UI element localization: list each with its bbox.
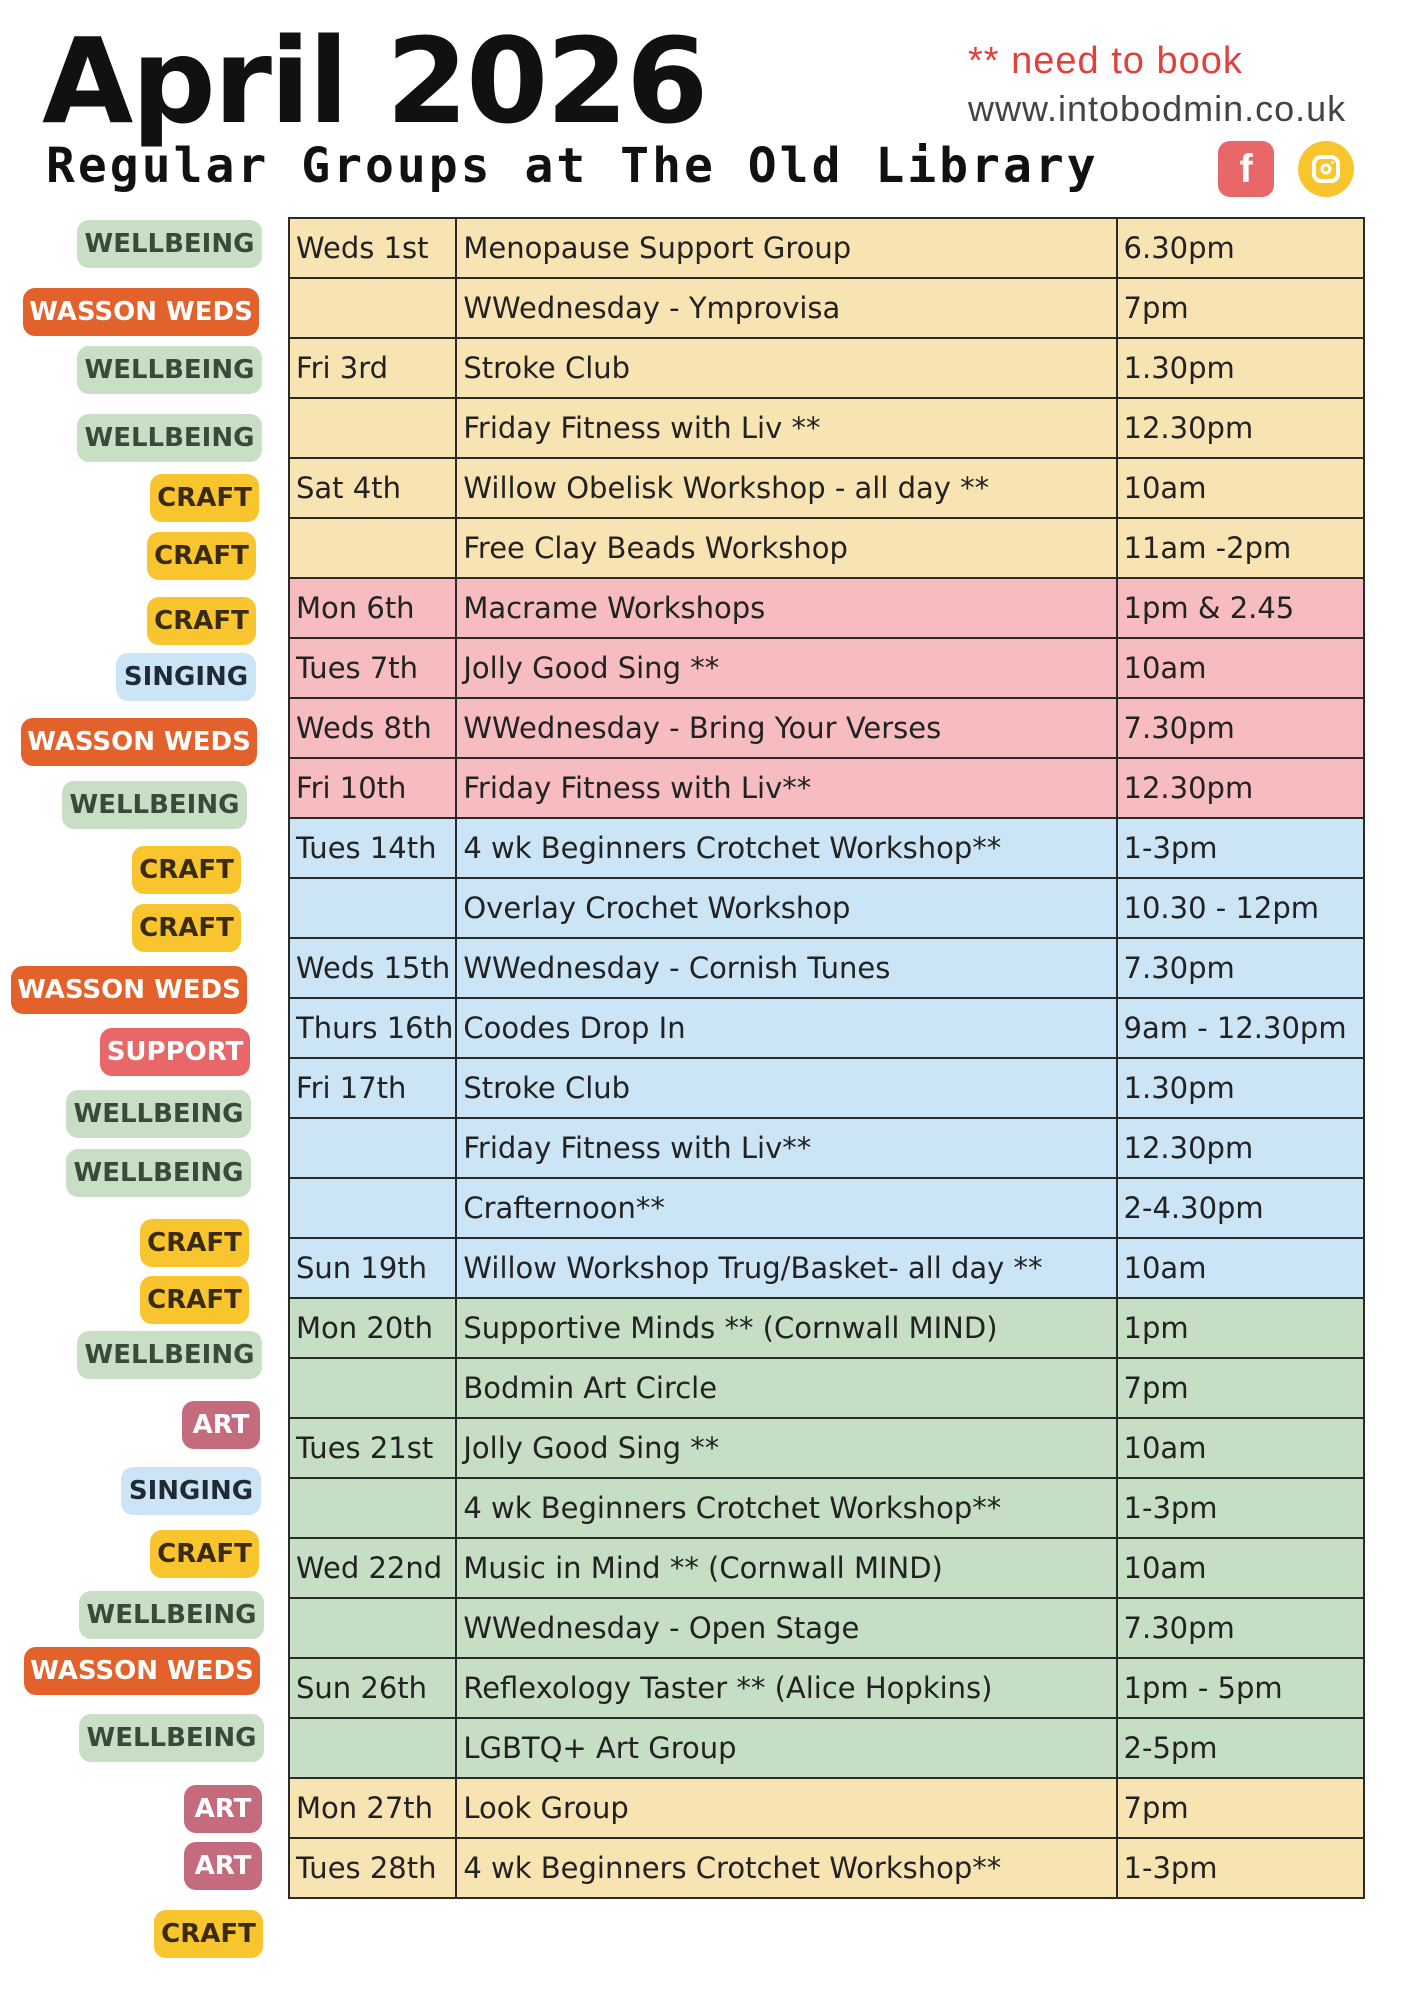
table-row [289, 698, 1364, 758]
event-name: Supportive Minds ** (Cornwall MIND) [456, 1298, 1116, 1358]
event-date [289, 1598, 456, 1658]
event-date: Sun 19th [289, 1238, 456, 1298]
event-time: 1pm [1117, 1298, 1364, 1358]
facebook-glyph: f [1239, 147, 1253, 191]
category-tag: WELLBEING [66, 1149, 251, 1197]
table-row [289, 758, 1364, 818]
event-date: Weds 1st [289, 218, 456, 278]
event-time: 10am [1117, 1538, 1364, 1598]
category-tag: CRAFT [147, 597, 256, 645]
table-row [289, 1838, 1364, 1898]
category-tag: WELLBEING [62, 781, 247, 829]
facebook-icon[interactable] [1218, 141, 1274, 197]
table-row [289, 278, 1364, 338]
event-name: Reflexology Taster ** (Alice Hopkins) [456, 1658, 1116, 1718]
booking-note: ** need to book [968, 40, 1243, 82]
table-row [289, 458, 1364, 518]
table-row [289, 938, 1364, 998]
page-title: April 2026 [42, 12, 707, 150]
category-tag: WELLBEING [77, 346, 262, 394]
event-time: 7pm [1117, 278, 1364, 338]
category-tag: WELLBEING [79, 1714, 264, 1762]
event-date [289, 398, 456, 458]
table-row [289, 1118, 1364, 1178]
table-row [289, 518, 1364, 578]
event-date [289, 1478, 456, 1538]
category-tag: WELLBEING [79, 1591, 264, 1639]
event-time: 1pm - 5pm [1117, 1658, 1364, 1718]
event-time: 7.30pm [1117, 1598, 1364, 1658]
table-row [289, 638, 1364, 698]
event-time: 12.30pm [1117, 398, 1364, 458]
event-date: Tues 7th [289, 638, 456, 698]
event-time: 2-5pm [1117, 1718, 1364, 1778]
instagram-icon[interactable] [1298, 141, 1354, 197]
event-name: Look Group [456, 1778, 1116, 1838]
category-tag: CRAFT [150, 1530, 259, 1578]
event-date [289, 278, 456, 338]
event-date [289, 1118, 456, 1178]
event-name: 4 wk Beginners Crotchet Workshop** [456, 1478, 1116, 1538]
table-row [289, 878, 1364, 938]
event-name: WWednesday - Open Stage [456, 1598, 1116, 1658]
event-time: 10am [1117, 1238, 1364, 1298]
event-date [289, 878, 456, 938]
event-date: Tues 28th [289, 1838, 456, 1898]
category-tag: SINGING [121, 1467, 261, 1515]
event-time: 7.30pm [1117, 698, 1364, 758]
event-time: 1-3pm [1117, 818, 1364, 878]
event-time: 7pm [1117, 1778, 1364, 1838]
table-row [289, 1478, 1364, 1538]
event-date [289, 1178, 456, 1238]
event-time: 6.30pm [1117, 218, 1364, 278]
event-time: 2-4.30pm [1117, 1178, 1364, 1238]
event-time: 7.30pm [1117, 938, 1364, 998]
event-time: 1pm & 2.45 [1117, 578, 1364, 638]
table-row [289, 1178, 1364, 1238]
event-date: Wed 22nd [289, 1538, 456, 1598]
category-tag: WASSON WEDS [11, 966, 247, 1014]
category-tag: CRAFT [132, 904, 241, 952]
event-name: Coodes Drop In [456, 998, 1116, 1058]
category-tag: WASSON WEDS [23, 288, 259, 336]
table-row [289, 1778, 1364, 1838]
event-name: Music in Mind ** (Cornwall MIND) [456, 1538, 1116, 1598]
table-row [289, 1718, 1364, 1778]
category-tag: WELLBEING [66, 1090, 251, 1138]
table-row [289, 1238, 1364, 1298]
category-tag: WELLBEING [77, 414, 262, 462]
schedule-table [288, 217, 1365, 1899]
event-time: 10.30 - 12pm [1117, 878, 1364, 938]
category-tag: SINGING [116, 653, 256, 701]
event-time: 10am [1117, 638, 1364, 698]
event-time: 12.30pm [1117, 758, 1364, 818]
category-tag: WELLBEING [77, 1331, 262, 1379]
event-date: Fri 10th [289, 758, 456, 818]
event-name: LGBTQ+ Art Group [456, 1718, 1116, 1778]
event-name: WWednesday - Cornish Tunes [456, 938, 1116, 998]
page-subtitle: Regular Groups at The Old Library [46, 138, 1099, 194]
table-row [289, 1598, 1364, 1658]
event-date: Tues 14th [289, 818, 456, 878]
event-date [289, 1358, 456, 1418]
event-time: 9am - 12.30pm [1117, 998, 1364, 1058]
event-name: Macrame Workshops [456, 578, 1116, 638]
event-date: Sat 4th [289, 458, 456, 518]
table-row [289, 818, 1364, 878]
category-tag: WELLBEING [77, 220, 262, 268]
category-tag: WASSON WEDS [21, 718, 257, 766]
table-row [289, 998, 1364, 1058]
event-date [289, 1718, 456, 1778]
category-tag: CRAFT [140, 1219, 249, 1267]
event-name: Overlay Crochet Workshop [456, 878, 1116, 938]
instagram-glyph [1312, 155, 1340, 183]
event-time: 10am [1117, 458, 1364, 518]
event-name: Crafternoon** [456, 1178, 1116, 1238]
table-row [289, 1298, 1364, 1358]
event-time: 12.30pm [1117, 1118, 1364, 1178]
event-name: Menopause Support Group [456, 218, 1116, 278]
event-date: Mon 27th [289, 1778, 456, 1838]
event-time: 11am -2pm [1117, 518, 1364, 578]
category-tag: ART [184, 1785, 262, 1833]
event-date: Mon 20th [289, 1298, 456, 1358]
table-row [289, 218, 1364, 278]
website-link[interactable]: www.intobodmin.co.uk [968, 88, 1347, 129]
event-date [289, 518, 456, 578]
event-time: 1.30pm [1117, 1058, 1364, 1118]
event-name: Friday Fitness with Liv ** [456, 398, 1116, 458]
event-date: Tues 21st [289, 1418, 456, 1478]
category-tag: WASSON WEDS [24, 1647, 260, 1695]
event-name: Jolly Good Sing ** [456, 638, 1116, 698]
category-tag: CRAFT [150, 474, 259, 522]
event-name: Bodmin Art Circle [456, 1358, 1116, 1418]
event-time: 1-3pm [1117, 1478, 1364, 1538]
event-name: 4 wk Beginners Crotchet Workshop** [456, 1838, 1116, 1898]
event-time: 1-3pm [1117, 1838, 1364, 1898]
table-row [289, 578, 1364, 638]
table-row [289, 398, 1364, 458]
event-date: Weds 15th [289, 938, 456, 998]
table-row [289, 1358, 1364, 1418]
event-date: Sun 26th [289, 1658, 456, 1718]
event-name: Willow Obelisk Workshop - all day ** [456, 458, 1116, 518]
category-tag: CRAFT [140, 1276, 249, 1324]
event-date: Thurs 16th [289, 998, 456, 1058]
table-row [289, 338, 1364, 398]
category-tag: SUPPORT [100, 1028, 250, 1076]
event-date: Fri 3rd [289, 338, 456, 398]
event-time: 1.30pm [1117, 338, 1364, 398]
event-date: Mon 6th [289, 578, 456, 638]
event-name: Jolly Good Sing ** [456, 1418, 1116, 1478]
category-tag: CRAFT [147, 532, 256, 580]
event-name: Willow Workshop Trug/Basket- all day ** [456, 1238, 1116, 1298]
event-name: Friday Fitness with Liv** [456, 1118, 1116, 1178]
event-name: Friday Fitness with Liv** [456, 758, 1116, 818]
event-name: Free Clay Beads Workshop [456, 518, 1116, 578]
table-row [289, 1538, 1364, 1598]
event-name: 4 wk Beginners Crotchet Workshop** [456, 818, 1116, 878]
event-name: WWednesday - Ymprovisa [456, 278, 1116, 338]
table-row [289, 1658, 1364, 1718]
event-name: Stroke Club [456, 1058, 1116, 1118]
event-time: 7pm [1117, 1358, 1364, 1418]
event-name: WWednesday - Bring Your Verses [456, 698, 1116, 758]
category-tag: CRAFT [132, 846, 241, 894]
event-name: Stroke Club [456, 338, 1116, 398]
category-tag: CRAFT [154, 1910, 263, 1958]
event-time: 10am [1117, 1418, 1364, 1478]
event-date: Fri 17th [289, 1058, 456, 1118]
table-row [289, 1058, 1364, 1118]
category-tag: ART [182, 1401, 260, 1449]
category-tag: ART [184, 1842, 262, 1890]
table-row [289, 1418, 1364, 1478]
event-date: Weds 8th [289, 698, 456, 758]
